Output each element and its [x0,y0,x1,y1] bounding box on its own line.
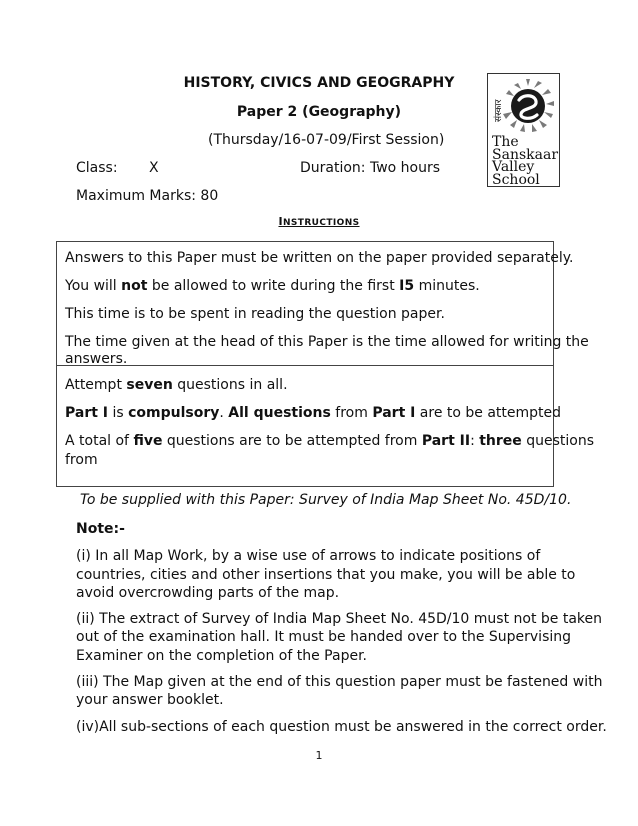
instruction-line: This time is to be spent in reading the question paper. [65,306,445,322]
note-line: out of the examination hall. It must be handed over to the Supervising [76,629,572,645]
note-line: (iii) The Map given at the end of this question paper must be fastened with [76,674,603,690]
logo-vertical-text: संस्कार [494,99,504,122]
instruction-line: You will not be allowed to write during the first I5 minutes. [65,278,480,294]
note-line: countries, cities and other insertions that you make, you will be able to [76,567,576,583]
note-line: your answer booklet. [76,692,224,708]
session-line: (Thursday/16-07-09/First Session) [208,132,445,148]
school-name-line: Sanskaar [492,146,559,163]
instruction-line: from [65,452,98,468]
school-name-line: Valley [492,159,535,175]
school-logo [487,73,560,187]
supply-note: To be supplied with this Paper: Survey of India Map Sheet No. 45D/10. [80,492,572,508]
instructions-heading: INSTRUCTIONS [278,215,360,228]
instructions-box-questions [56,365,595,487]
school-name-line: The [492,134,519,150]
note-heading: Note:- [76,521,125,537]
instruction-line: Attempt seven questions in all. [65,377,288,393]
note-line: (ii) The extract of Survey of India Map Sheet No. 45D/10 must not be taken [76,611,603,627]
page-number: 1 [315,749,323,762]
paper-title: Paper 2 (Geography) [236,104,402,120]
school-name [492,136,558,186]
note-line: avoid overcrowding parts of the map. [76,585,340,601]
class-label: Class: [76,160,118,176]
instruction-line: answers. [65,351,128,367]
exam-subject-title: HISTORY, CIVICS AND GEOGRAPHY [183,75,455,91]
instruction-line: The time given at the head of this Paper is the time allowed for writing the [65,334,589,350]
duration: Duration: Two hours [300,160,441,176]
note-line: (iv)All sub-sections of each question must be answered in the correct order. [76,719,607,735]
instruction-line: Part I is compulsory. All questions from Part I are to be attempted [65,405,562,421]
class-value: X [149,160,159,176]
instructions-box-general [56,241,589,367]
sun-emblem-icon [488,74,559,136]
instruction-line: A total of five questions are to be attempted from Part II: three questions [65,433,595,449]
school-name-line: School [492,171,540,188]
note-line: Examiner on the completion of the Paper. [76,648,367,664]
instruction-line: Answers to this Paper must be written on the paper provided separately. [65,250,574,266]
maximum-marks: Maximum Marks: 80 [76,188,219,204]
note-line: (i) In all Map Work, by a wise use of arrows to indicate positions of [76,548,541,564]
